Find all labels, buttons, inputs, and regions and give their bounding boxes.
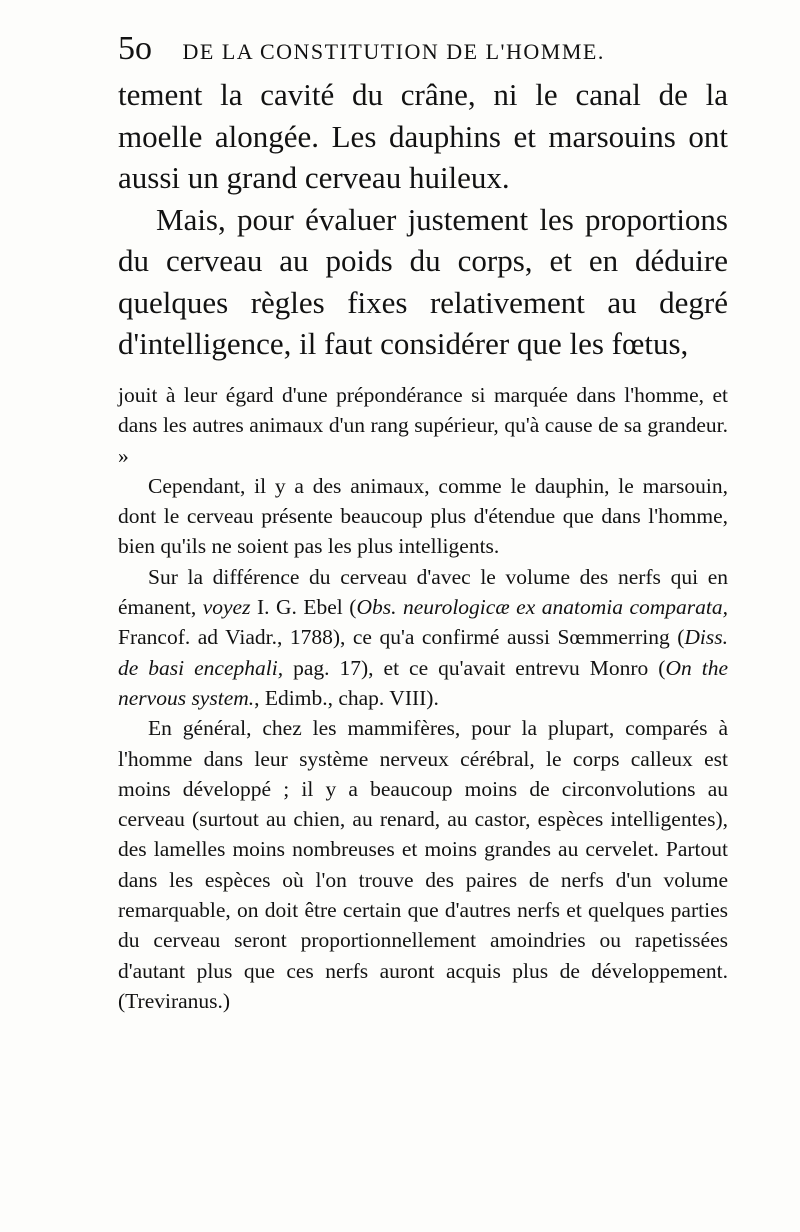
- main-text: [118, 74, 728, 365]
- note-paragraph-1: jouit à leur égard d'une prépondérance si marquée dans l'homme, et dans les autres animaux d'un rang supérieur, qu'à cause de sa grandeur. »: [118, 383, 728, 468]
- main-paragraph-1: tement la cavité du crâne, ni le canal de la moelle alongée. Les dauphins et marsouins ont aussi un grand cerveau huileux.: [118, 77, 728, 195]
- note-paragraph-2: Cependant, il y a des animaux, comme le dauphin, le marsouin, dont le cerveau présente beaucoup plus d'étendue que dans l'homme, bien qu'ils ne soient pas les plus intelligents.: [118, 473, 728, 559]
- note3-italic-voyez: voyez: [202, 595, 251, 620]
- running-header: [118, 30, 718, 68]
- note3-italic-ebel-title: Obs. neurologicæ ex anatomia comparata,: [356, 595, 728, 620]
- note-paragraph-4: En général, chez les mammifères, pour la plupart, comparés à l'homme dans leur système nerveux cérébral, le corps calleux est moins développé ; il y a beaucoup moins de circonvolutions au cerveau (surtout au chien, au renard, au castor, espèces intelligentes), des lamelles moins nombreuses et moins grandes au cervelet. Partout dans les espèces où l'on trouve des paires de nerfs d'un volume remarquable, on doit être certain que d'autres nerfs et quelques parties du cerveau seront proportionnellement amoindries ou rapetissées d'autant plus que ces nerfs auront acquis plus de développement. (Treviranus.): [118, 716, 728, 1013]
- running-title: DE LA CONSTITUTION DE L'HOMME.: [182, 39, 605, 64]
- note3-text-2: I. G. Ebel (: [250, 595, 357, 620]
- note3-text-5: , Edimb., chap. VIII).: [254, 685, 439, 710]
- footnotes: [118, 380, 728, 1016]
- note-paragraph-3: [118, 562, 728, 713]
- note3-text-3: Francof. ad Viadr., 1788), ce qu'a confirmé aussi Sœmmerring (: [118, 625, 685, 650]
- note3-italic-monro-title: On the nervous system.: [118, 655, 728, 710]
- page-number: 5o: [118, 30, 152, 67]
- note3-text-4: pag. 17), et ce qu'avait entrevu Monro (: [283, 655, 666, 680]
- note3-italic-soemmerring-title: Diss. de basi encephali,: [118, 625, 728, 680]
- note3-text-1: Sur la différence du cerveau d'avec le volume des nerfs qui en émanent,: [118, 564, 728, 620]
- main-paragraph-2: Mais, pour évaluer justement les proportions du cerveau au poids du corps, et en déduire quelques règles fixes relativement au degré d'intelligence, il faut considérer que les fœtus,: [118, 201, 728, 361]
